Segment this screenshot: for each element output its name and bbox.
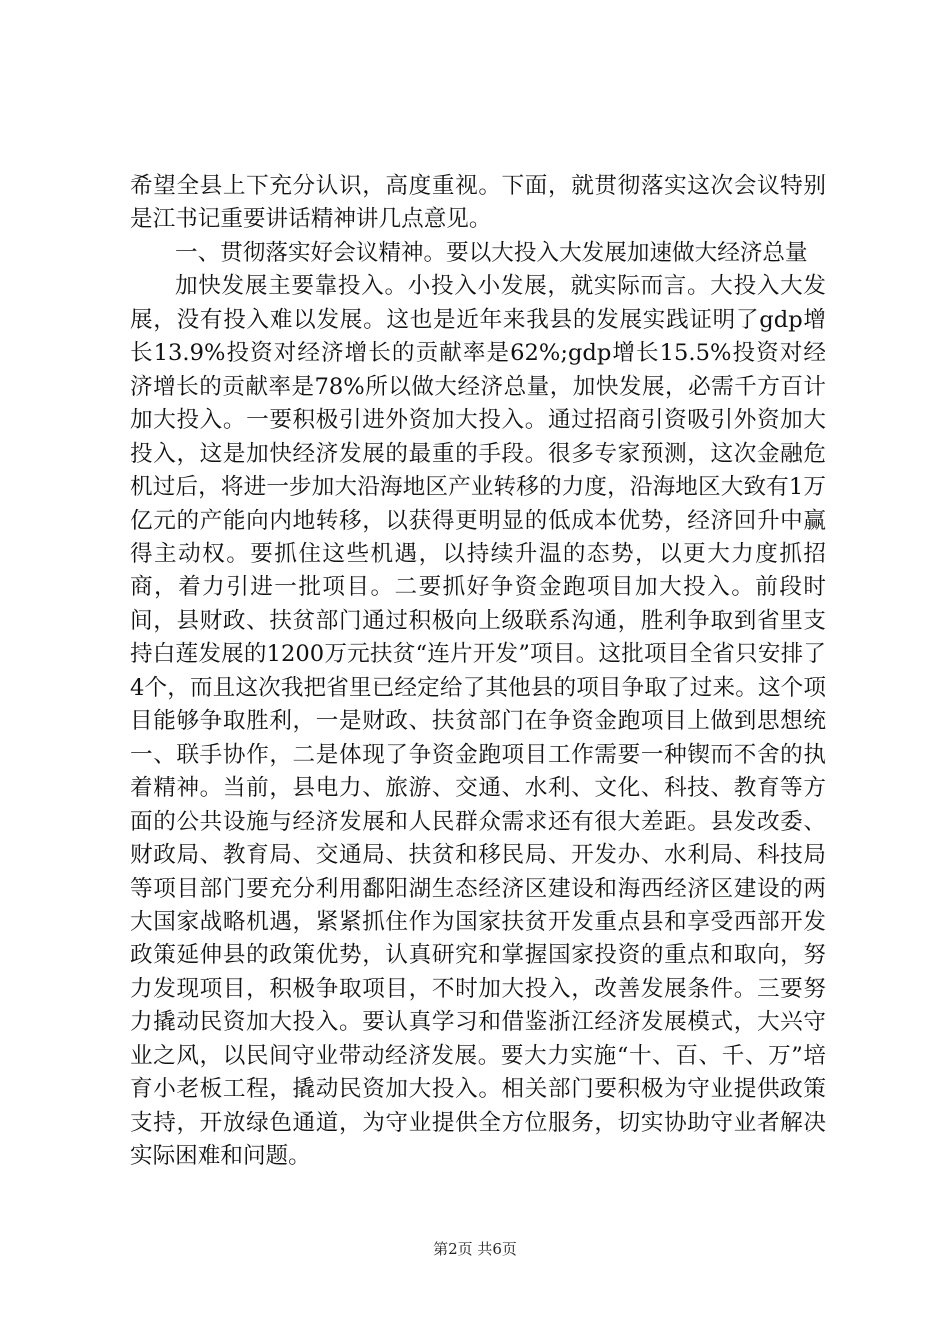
paragraph-investment: 加快发展主要靠投入。小投入小发展，就实际而言。大投入大发展，没有投入难以发展。这也是近年来我县的发展实践证明了gdp增长13.9%投资对经济增长的贡献率是62%;gdp增长15.5%投资对经济增长的贡献率是78%所以做大经济总量，加快发展，必需千方百计加大投入。一要积极引进外资加大投入。通过招商引资吸引外资加大投入，这是加快经济发展的最重的手段。很多专家预测，这次金融危机过后，将进一步加大沿海地区产业转移的力度，沿海地区大致有1万亿元的产能向内地转移，以获得更明显的低成本优势，经济回升中赢得主动权。要抓住这些机遇，以持续升温的态势，以更大力度抓招商，着力引进一批项目。二要抓好争资金跑项目加大投入。前段时间，县财政、扶贫部门通过积极向上级联系沟通，胜利争取到省里支持白莲发展的1200万元扶贫“连片开发”项目。这批项目全省只安排了4个，而且这次我把省里已经定给了其他县的项目争取了过来。这个项目能够争取胜利，一是财政、扶贫部门在争资金跑项目上做到思想统一、联手协作，二是体现了争资金跑项目工作需要一种锲而不舍的执着精神。当前，县电力、旅游、交通、水利、文化、科技、教育等方面的公共设施与经济发展和人民群众需求还有很大差距。县发改委、财政局、教育局、交通局、扶贫和移民局、开发办、水利局、科技局等项目部门要充分利用鄱阳湖生态经济区建设和海西经济区建设的两大国家战略机遇，紧紧抓住作为国家扶贫开发重点县和享受西部开发政策延伸县的政策优势，认真研究和掌握国家投资的重点和取向，努力发现项目，积极争取项目，不时加大投入，改善发展条件。三要努力撬动民资加大投入。要认真学习和借鉴浙江经济发展模式，大兴守业之风，以民间守业带动经济发展。要大力实施“十、百、千、万”培育小老板工程，撬动民资加大投入。相关部门要积极为守业提供政策支持，开放绿色通道，为守业提供全方位服务，切实协助守业者解决实际困难和问题。 <box>130 273 826 1170</box>
document-body <box>130 170 826 1174</box>
page-number-footer: 第2页 共6页 <box>433 1240 517 1258</box>
section-heading: 一、贯彻落实好会议精神。要以大投入大发展加速做大经济总量 <box>175 239 808 266</box>
paragraph-continuation: 希望全县上下充分认识，高度重视。下面，就贯彻落实这次会议特别是江书记重要讲话精神讲几点意见。 <box>130 173 826 233</box>
